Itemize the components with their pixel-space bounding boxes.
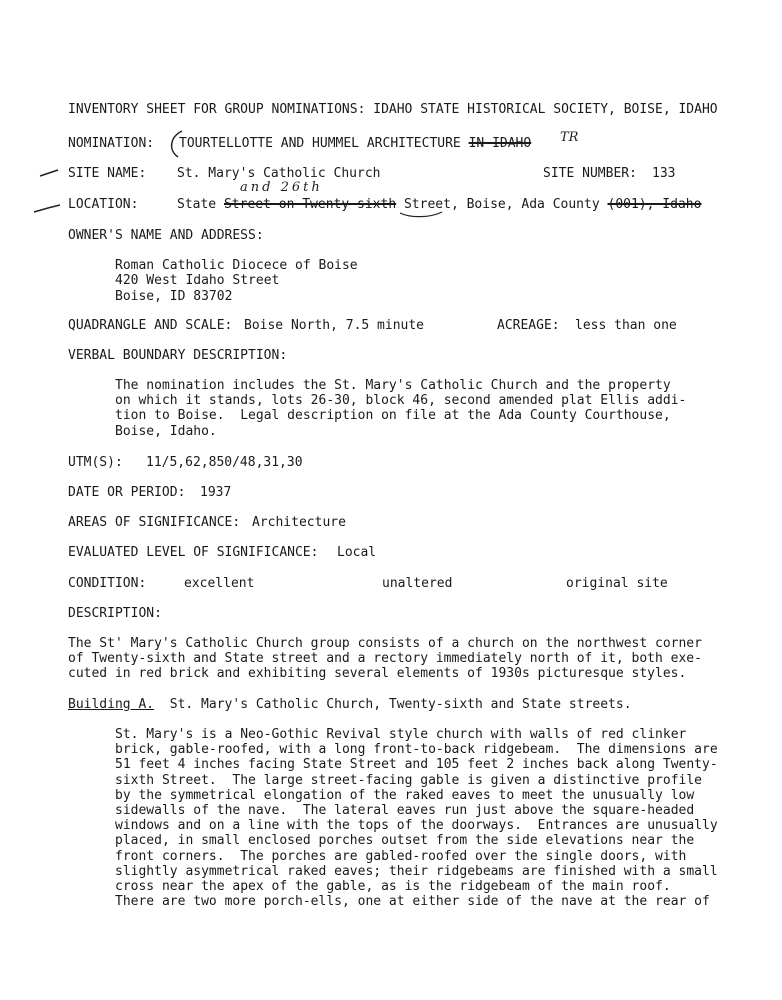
site-number-label: SITE NUMBER: bbox=[543, 166, 637, 181]
owner-line: Roman Catholic Diocece of Boise bbox=[115, 258, 358, 273]
body-line: cross near the apex of the gable, as is the ridgebeam of the main roof. bbox=[115, 879, 671, 895]
condition-label: CONDITION: bbox=[68, 576, 147, 591]
intro-line: cuted in red brick and exhibiting several elements of 1930s picturesque styles. bbox=[68, 666, 687, 682]
body-line: placed, in small enclosed porches outset from the side elevations near the bbox=[115, 833, 695, 849]
condition-value-2: unaltered bbox=[382, 576, 453, 591]
nomination-handwritten-note: TR bbox=[560, 130, 579, 145]
level-label: EVALUATED LEVEL OF SIGNIFICANCE: bbox=[68, 545, 319, 560]
location-label: LOCATION: bbox=[68, 197, 139, 212]
owner-line: Boise, ID 83702 bbox=[115, 289, 233, 304]
body-line: sidewalls of the nave. The lateral eaves run just above the square-headed bbox=[115, 803, 695, 819]
condition-value-3: original site bbox=[566, 576, 668, 591]
nomination-label: NOMINATION: bbox=[68, 136, 155, 151]
location-struck-county: (001), Idaho bbox=[607, 197, 702, 212]
check-mark-location bbox=[34, 205, 60, 212]
acreage-label: ACREAGE: bbox=[497, 318, 560, 333]
utm-label: UTM(S): bbox=[68, 455, 123, 470]
description-intro bbox=[68, 636, 706, 682]
intro-line: of Twenty-sixth and State street and a rectory immediately north of it, both exe- bbox=[68, 651, 702, 667]
verbal-line: Boise, Idaho. bbox=[115, 423, 217, 439]
verbal-line: on which it stands, lots 26-30, block 46, second amended plat Ellis addi- bbox=[115, 393, 687, 409]
verbal-boundary-text bbox=[115, 378, 687, 439]
date-label: DATE OR PERIOD: bbox=[68, 485, 186, 500]
owner-line: 420 West Idaho Street bbox=[115, 273, 280, 288]
utm-value: 11/5,62,850/48,31,30 bbox=[146, 455, 303, 470]
description-label: DESCRIPTION: bbox=[68, 606, 162, 621]
location-struck-text: Street on Twenty-sixth bbox=[223, 197, 397, 212]
site-name-value: St. Mary's Catholic Church bbox=[177, 166, 381, 181]
site-number-value: 133 bbox=[652, 166, 676, 181]
intro-line: The St' Mary's Catholic Church group consists of a church on the northwest corner bbox=[68, 636, 702, 651]
body-line: front corners. The porches are gabled-roofed over the single doors, with bbox=[115, 848, 687, 864]
body-line: by the symmetrical elongation of the raked eaves to meet the unusually low bbox=[115, 787, 695, 803]
body-line: windows and on a line with the tops of the doorways. Entrances are unusually bbox=[115, 818, 718, 834]
body-line: 51 feet 4 inches facing State Street and 105 feet 2 inches back along Twenty- bbox=[115, 757, 718, 773]
location-caret bbox=[400, 212, 442, 217]
nomination-value: TOURTELLOTTE AND HUMMEL ARCHITECTURE IN IDAHO bbox=[179, 136, 532, 151]
building-title: St. Mary's Catholic Church, Twenty-sixth and State streets. bbox=[169, 697, 632, 712]
location-handwritten-insert: and 26th bbox=[240, 180, 323, 195]
condition-value-1: excellent bbox=[184, 576, 255, 591]
areas-label: AREAS OF SIGNIFICANCE: bbox=[68, 515, 241, 530]
quadrangle-value: Boise North, 7.5 minute bbox=[244, 318, 425, 333]
areas-value: Architecture bbox=[252, 515, 346, 530]
level-value: Local bbox=[337, 545, 377, 560]
nomination-struck-text: IN IDAHO bbox=[468, 136, 532, 151]
body-line: brick, gable-roofed, with a long front-to-back ridgebeam. The dimensions are bbox=[115, 742, 718, 758]
site-name-label: SITE NAME: bbox=[68, 166, 147, 181]
check-mark-site-name bbox=[40, 170, 58, 176]
date-value: 1937 bbox=[200, 485, 232, 500]
building-description bbox=[115, 727, 718, 910]
owner-label: OWNER'S NAME AND ADDRESS: bbox=[68, 228, 264, 243]
verbal-boundary-label: VERBAL BOUNDARY DESCRIPTION: bbox=[68, 348, 288, 363]
building-heading bbox=[68, 697, 632, 712]
body-line: St. Mary's is a Neo-Gothic Revival style church with walls of red clinker bbox=[115, 727, 687, 742]
verbal-line: tion to Boise. Legal description on file at the Ada County Courthouse, bbox=[115, 408, 671, 424]
body-line: sixth Street. The large street-facing gable is given a distinctive profile bbox=[115, 772, 702, 788]
body-line: slightly asymmetrical raked eaves; their ridgebeams are finished with a small bbox=[115, 863, 718, 879]
quadrangle-label: QUADRANGLE AND SCALE: bbox=[68, 318, 233, 333]
body-line: There are two more porch-ells, one at either side of the nave at the rear of bbox=[115, 894, 710, 910]
location-value: State Street on Twenty-sixth Street, Boise, Ada County (001), Idaho bbox=[177, 197, 702, 212]
verbal-line: The nomination includes the St. Mary's Catholic Church and the property bbox=[115, 378, 671, 393]
sheet-header: INVENTORY SHEET FOR GROUP NOMINATIONS: IDAHO STATE HISTORICAL SOCIETY, BOISE, IDAHO bbox=[68, 102, 718, 117]
acreage-value: less than one bbox=[575, 318, 677, 333]
building-label: Building A. bbox=[68, 697, 155, 712]
